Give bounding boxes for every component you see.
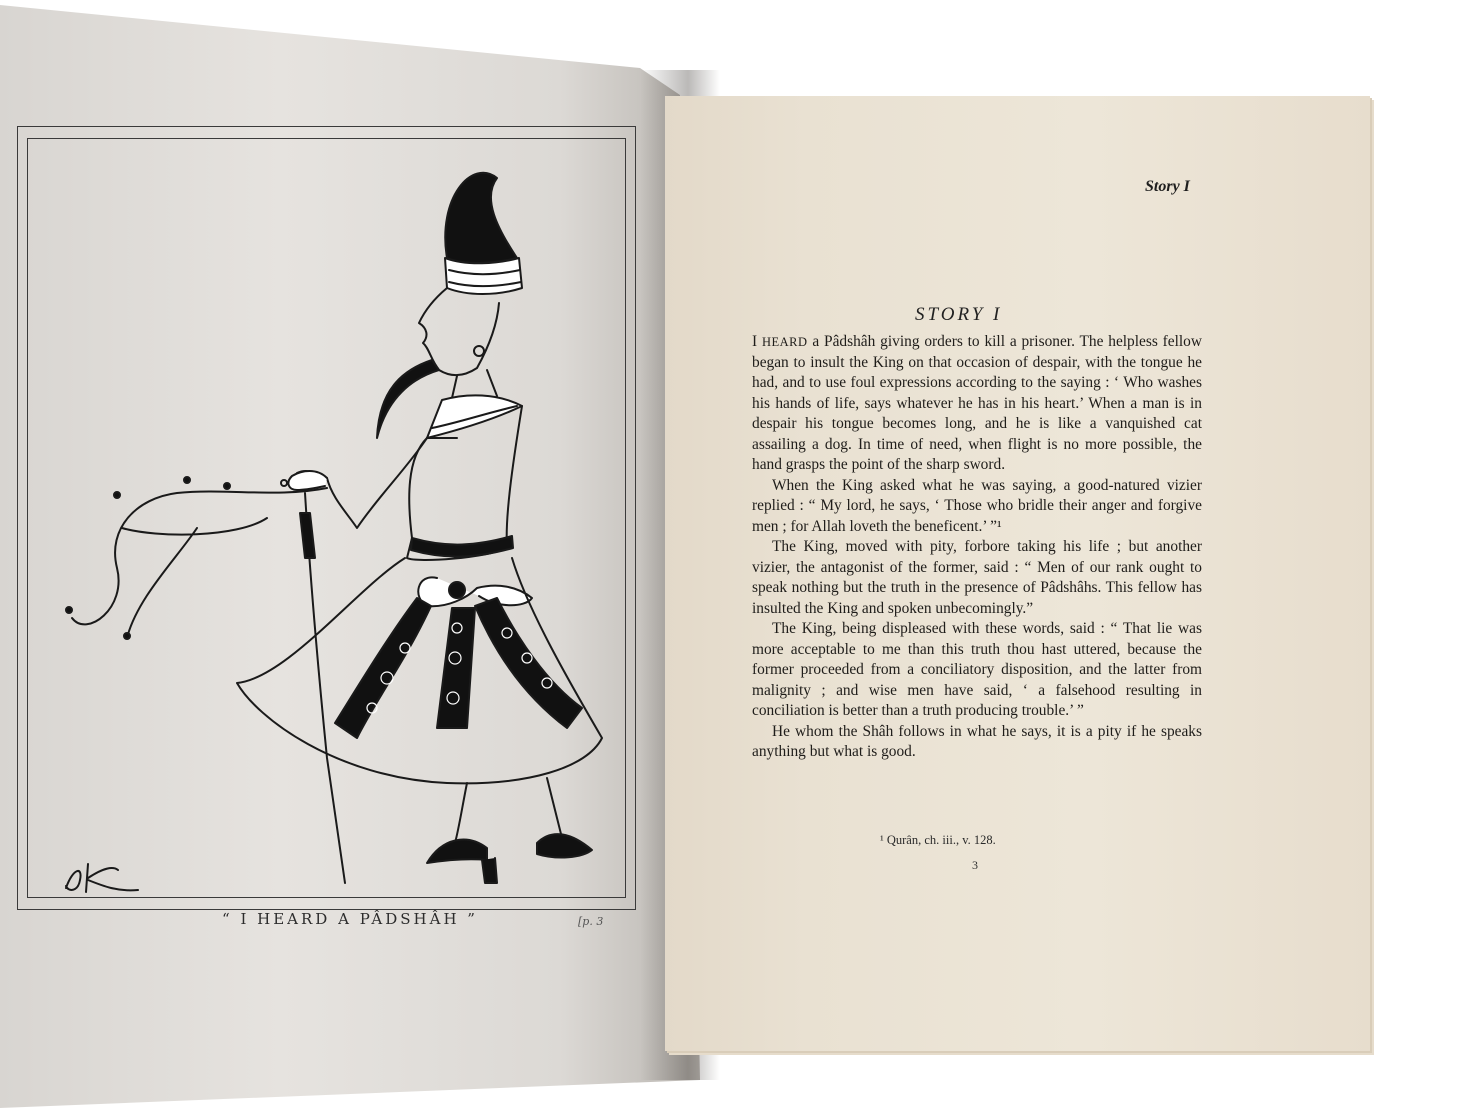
waist-sash: [411, 536, 513, 557]
sash-bow: [418, 577, 532, 606]
paragraph-3: The King, moved with pity, forbore taking his life ; but another vizier, the antagonist of the former, said : “ Men of our rank ought to speak nothing but the truth in the presence of Pâdshâhs. This fellow has insulted the King and spoken unbecomingly.”: [752, 538, 1202, 617]
slipper-left: [427, 840, 487, 863]
paragraph-2: When the King asked what he was saying, a good-natured vizier replied : “ My lord, he says, ‘ Those who bridle their anger and forgive men ; for Allah loveth the beneficent.’ ”¹: [752, 476, 1202, 535]
padshah-illustration: [27, 138, 624, 896]
ribbon: [72, 488, 327, 638]
plume-hat: [445, 173, 517, 263]
sash-panel-center: [437, 608, 475, 728]
paragraph-5: He whom the Shâh follows in what he says, it is a pity if he speaks anything but what is good.: [752, 722, 1202, 760]
running-head: Story I: [1145, 178, 1190, 195]
plate-page-reference: [p. 3: [578, 915, 604, 928]
robe-body: [407, 406, 522, 560]
hand: [288, 471, 327, 490]
opening-smallcaps: HEARD: [761, 335, 808, 349]
hat-band: [445, 258, 522, 294]
leg-right: [547, 778, 562, 838]
story-title: STORY I: [915, 304, 1003, 325]
slipper-right: [537, 834, 592, 857]
opening-lead: I: [752, 333, 762, 350]
leg-left: [455, 783, 467, 843]
plate-caption: “ I HEARD A PÂDSHÂH ”: [222, 910, 478, 928]
page-number: 3: [972, 858, 978, 872]
paragraph-4: The King, being displeased with these words, said : “ That lie was more acceptable to me than this truth thou hast uttered, because the former proceeded from a conciliatory disposition, and the latter from malignity ; and wise men have said, ‘ a falsehood resulting in conciliation is better than a truth producing trouble.’ ”: [752, 620, 1202, 719]
moustache: [377, 360, 439, 438]
sash-panel-left: [335, 598, 431, 738]
artist-monogram: [58, 858, 148, 898]
footnote: ¹ Qurân, ch. iii., v. 128.: [880, 833, 996, 847]
paragraph-1-text: a Pâdshâh giving orders to kill a prisoner. The helpless fellow began to insult the King on that occasion of despair, with the tongue he had, and to use foul expressions according to the saying : ‘ Who washes his hands of life, says whatever he has in his heart.’ When a man is in despair his tongue becomes long, and he is like a vanquished cat assailing a dog. In time of need, when flight is no more possible, the hand grasps the point of the sharp sword.: [752, 333, 1202, 473]
paragraph-1: [752, 332, 1202, 476]
story-body: [752, 332, 1202, 763]
